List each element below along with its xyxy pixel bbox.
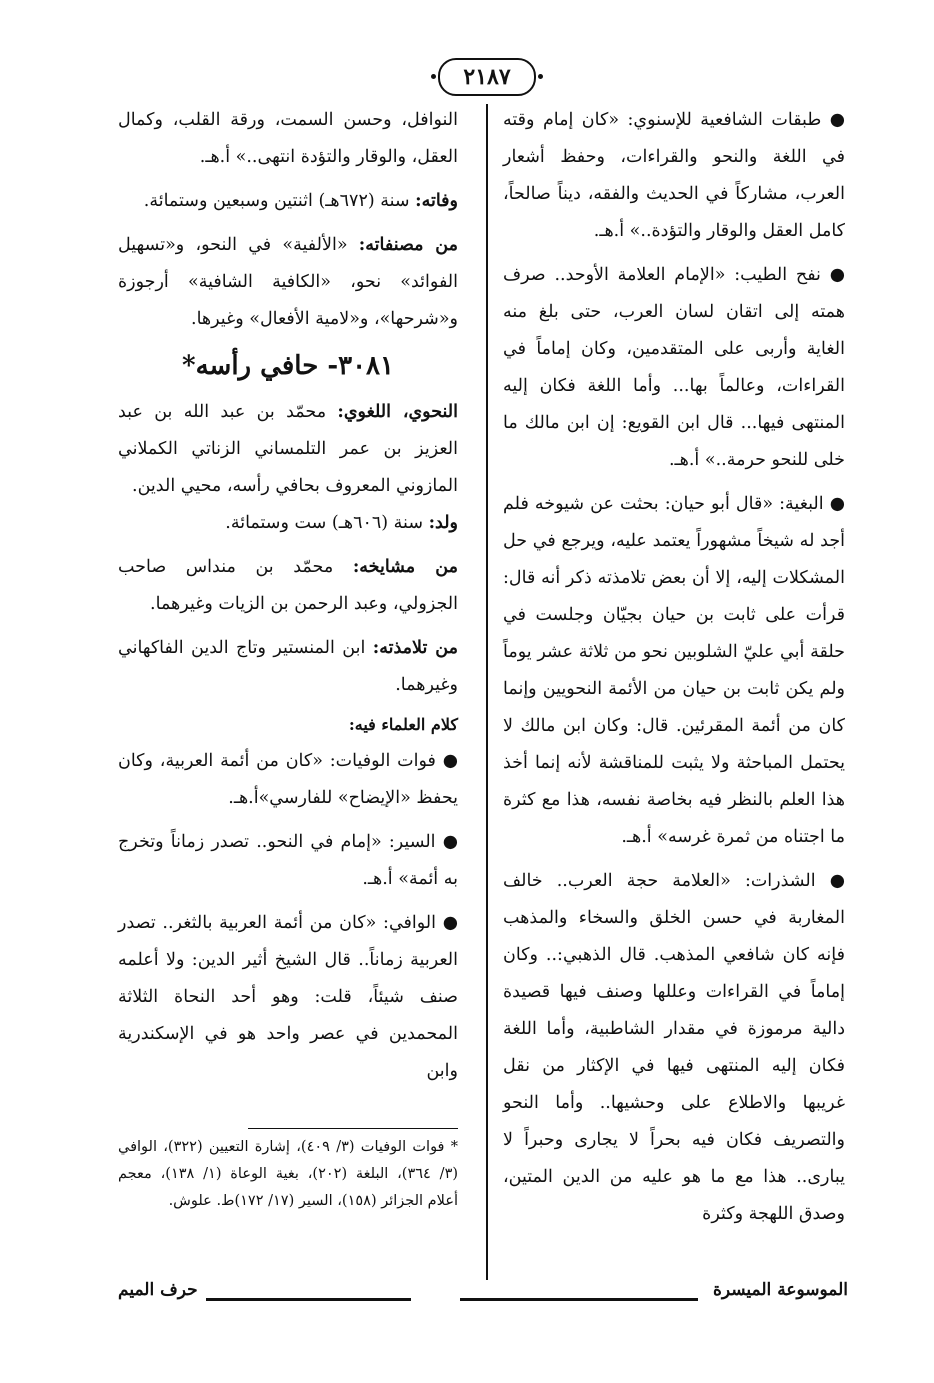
column-divider <box>486 104 488 1280</box>
quote-fawat: ● فوات الوفيات: «كان من أئمة العربية، وكان يحفظ «الإيضاح» للفارسي»أ.هـ. <box>118 751 458 808</box>
entry-title: ٣٠٨١- حافي رأسه* <box>182 351 394 381</box>
death-text: سنة (٦٧٢هـ) اثنتين وسبعين وستمائة. <box>143 191 416 211</box>
death-info <box>118 183 458 220</box>
students-text: ابن المنستير وتاج الدين الفاكهاني وغيرهما. <box>118 638 458 695</box>
birth-label: ولد: <box>428 513 458 533</box>
letter-section-title: حرف الميم <box>118 1280 198 1300</box>
right-column <box>503 102 845 1233</box>
scholars-heading: كلام العلماء فيه: <box>348 715 458 734</box>
left-column <box>118 102 458 1090</box>
quote-wafi: ● الوافي: «كان من أئمة العربية بالثغر.. تصدر العربية زماناً.. قال الشيخ أثير الدين: ولا أعلمه صنف شيئاً، قلت: وهو أحد النحاة الثلاثة المحمدين في عصر واحد هو في الإسكندرية وابن <box>118 913 458 1081</box>
paragraph-tabaqat-shafiiya: ● طبقات الشافعية للإسنوي: «كان إمام وقته في اللغة والنحو والقراءات، وحفظ أشعار العرب، مشاركاً في الحديث والفقه، ديناً صالحاً، كامل العقل والوقار والتؤدة..» أ.هـ. <box>503 110 845 241</box>
teachers-text: محمّد بن منداس صاحب الجزولي، وعبد الرحمن بن الزيات وغيرهما. <box>118 557 458 614</box>
works-label: من مصنفاته: <box>358 235 459 255</box>
paragraph-bughya: ● البغية: «قال أبو حيان: بحثت عن شيوخه فلم أجد له شيخاً مشهوراً يعتمد عليه، ويرجع في حل المشكلات إليه، إلا أن بعض تلامذته ذكر أنه قال: قرأت على ثابت بن حيان بجيّان وجلست في حلقة أبي عليّ الشلوبين نحو من ثلاثة عشر يوماً ولم يكن ثابت بن حيان من الأئمة النحويين وإنما كان من أئمة المقرئين. قال: وكان ابن مالك لا يحتمل المباحثة ولا يثبت للمناقشة لأنه إنما أخذ هذا العلم بالنظر فيه بخاصة نفسه، هذا مع كثرة ما اجتناه من ثمرة غرسه» أ.هـ. <box>503 494 845 847</box>
birth-info <box>118 505 458 542</box>
encyclopedia-title: الموسوعة الميسرة <box>712 1280 848 1300</box>
teachers-info <box>118 549 458 623</box>
works-info <box>118 227 458 338</box>
paragraph-continuation: النوافل، وحسن السمت، ورقة القلب، وكمال العقل، والوقار والتؤدة انتهى..» أ.هـ. <box>118 110 458 167</box>
page-number: ٢١٨٧ <box>438 58 536 96</box>
bio-text: محمّد بن عبد الله بن عبد العزيز بن عمر التلمساني الزناتي الكملاني المازوني المعروف بحافي رأسه، محيي الدين. <box>118 402 458 496</box>
quote-siyar: ● السير: «إمام في النحو.. تصدر زماناً وتخرج به أئمة» أ.هـ. <box>118 832 458 889</box>
birth-text: سنة (٦٠٦هـ) ست وستمائة. <box>225 513 429 533</box>
works-text: «الألفية» في النحو، و«تسهيل الفوائد» نحو، «الكافية الشافية» أرجوزة و«شرحها»، و«لامية الأفعال» وغيرها. <box>118 235 458 329</box>
paragraph-shadharat: ● الشذرات: «العلامة حجة العرب.. خالف المغاربة في حسن الخلق والسخاء والمذهب فإنه كان شافعي المذهب. قال الذهبي:.. وكان إماماً في القراءات وعللها وصنف فيها قصيدة دالية مرموزة في مقدار الشاطبية، وأما اللغة فكان إليه المنتهى فيها في الإكثار من نقل غريبها والاطلاع على وحشيها.. وأما النحو والتصريف فكان فيه بحراً لا يجارى وحبراً لا يبارى.. هذا مع ما هو عليه من الدين المتين، وصدق اللهجة وكثرة <box>503 871 845 1224</box>
footnote: * فوات الوفيات (٣/ ٤٠٩)، إشارة التعيين (٣٢٢)، الوافي (٣/ ٣٦٤)، البلغة (٢٠٢)، بغية الوعاة (١/ ١٣٨)، معجم أعلام الجزائر (١٥٨)، السير (١٧/ ١٧٢)ط. علوش. <box>118 1139 459 1209</box>
teachers-label: من مشايخه: <box>352 557 458 577</box>
students-label: من تلامذته: <box>372 638 458 658</box>
bio-label: النحوي، اللغوي: <box>337 402 458 422</box>
death-label: وفاته: <box>415 191 458 211</box>
footnote-divider <box>248 1128 458 1129</box>
paragraph-nafh-al-tib: ● نفح الطيب: «الإمام العلامة الأوحد.. صرف همته إلى اتقان لسان العرب، حتى بلغ منه الغاية وأربى على المتقدمين، وكان إماماً في القراءات، وعالماً بها... وأما اللغة فكان إليه المنتهى فيها... قال ابن القويع: إن ابن مالك ما خلى للنحو حرمة..» أ.هـ. <box>503 265 845 470</box>
footer-rule <box>206 1298 411 1301</box>
bio-info <box>118 394 458 505</box>
students-info <box>118 630 458 704</box>
page-footer <box>118 1280 848 1314</box>
footer-rule <box>460 1298 698 1301</box>
